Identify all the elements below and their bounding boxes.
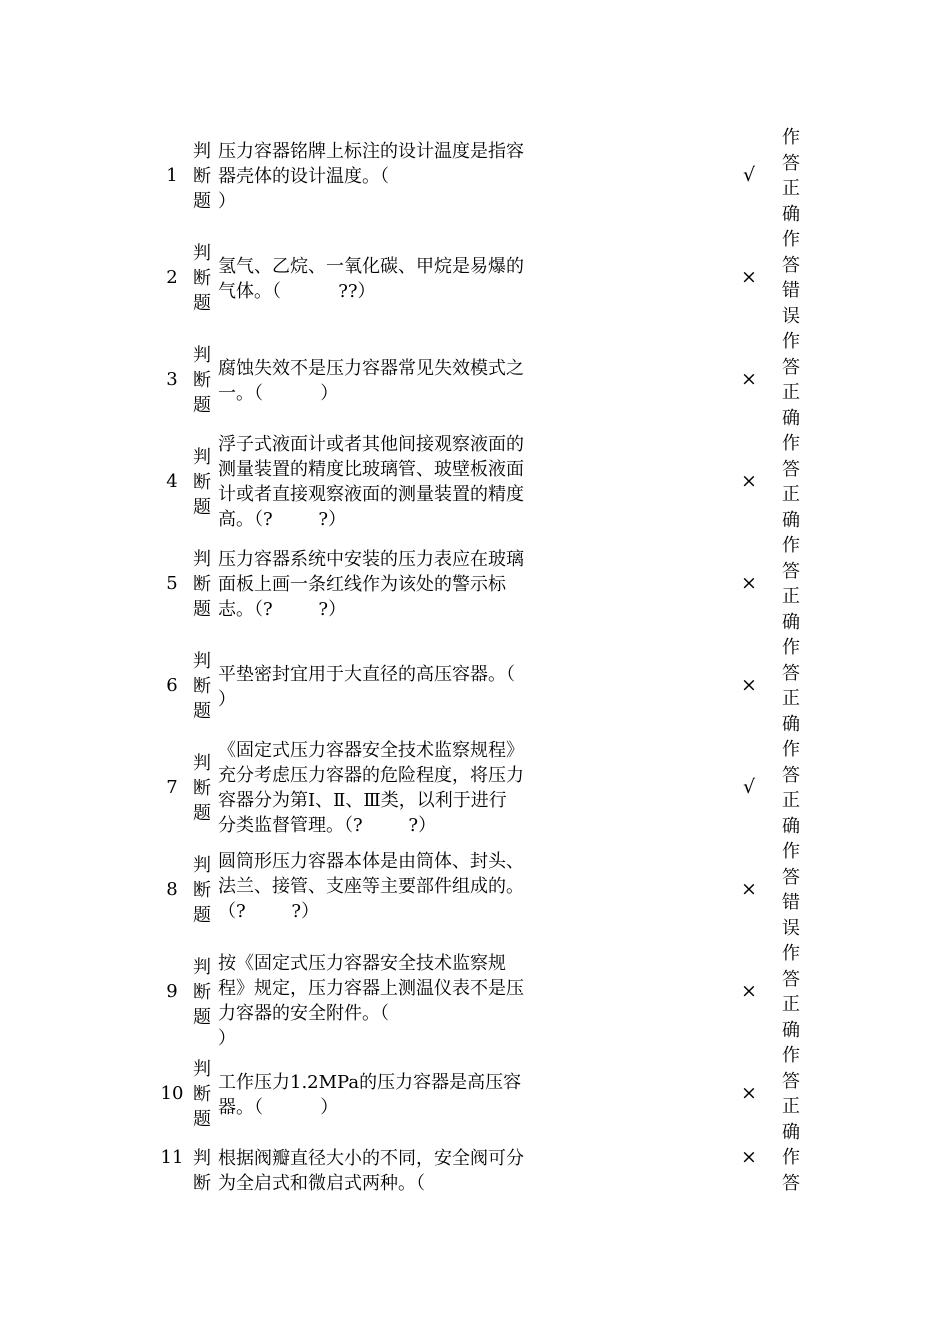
answer-result: 作答正确 [782,127,800,225]
question-number: 5 [166,573,178,594]
question-number: 3 [166,369,178,390]
question-text: 圆筒形压力容器本体是由筒体、封头、法兰、接管、支座等主要部件组成的。（? ?） [218,851,524,922]
question-number: 1 [166,165,178,186]
question-text: 工作压力1.2MPa的压力容器是高压容器。（ ） [218,1072,522,1118]
answer-mark: × [741,980,757,1002]
question-text: 氢气、乙烷、一氧化碳、甲烷是易爆的气体。（ ??） [218,256,524,302]
question-text: 浮子式液面计或者其他间接观察液面的测量装置的精度比玻璃管、玻壁板液面计或者直接观察液面的测量装置的精度高。（? ?） [218,434,524,530]
question-text: 腐蚀失效不是压力容器常见失效模式之一。（ ） [218,358,524,404]
answer-result: 作答正确 [782,535,800,633]
question-row [0,839,950,941]
question-row [0,329,950,431]
question-type: 判断题 [193,855,211,926]
question-type: 判断 [193,1148,211,1194]
answer-mark: × [741,368,757,390]
question-row [0,533,950,635]
question-number: 7 [166,777,178,798]
answer-result: 作答错误 [782,841,800,939]
question-row [0,431,950,533]
question-row [0,227,950,329]
question-number: 6 [166,675,178,696]
question-type: 判断题 [193,1059,211,1130]
answer-mark: × [741,572,757,594]
question-type: 判断题 [193,447,211,518]
answer-mark: √ [742,776,756,798]
answer-result: 作答错误 [782,229,800,327]
answer-result: 作答正确 [782,637,800,735]
answer-mark: × [741,1146,757,1168]
question-type: 判断题 [193,753,211,824]
question-type: 判断题 [193,957,211,1028]
question-row [0,941,950,1049]
question-row [0,635,950,737]
answer-result: 作答正确 [782,331,800,429]
question-number: 2 [166,267,178,288]
answer-mark: × [741,470,757,492]
question-number: 9 [166,981,178,1002]
question-number: 10 [160,1083,184,1104]
answer-result: 作答正确 [782,739,800,837]
answer-result: 作答正确 [782,433,800,531]
answer-result: 作答正确 [782,943,800,1041]
question-number: 4 [166,471,178,492]
question-row [0,125,950,227]
question-number: 8 [166,879,178,900]
question-type: 判断题 [193,243,211,314]
question-type: 判断题 [193,549,211,620]
answer-mark: √ [742,164,756,186]
question-row [0,737,950,839]
answer-mark: × [741,1082,757,1104]
question-row [0,1145,950,1247]
question-type: 判断题 [193,651,211,722]
question-text: 按《固定式压力容器安全技术监察规程》规定，压力容器上测温仪表不是压力容器的安全附件。（ ） [218,953,524,1049]
question-text: 根据阀瓣直径大小的不同，安全阀可分为全启式和微启式两种。（ [218,1148,524,1194]
question-text: 压力容器铭牌上标注的设计温度是指容器壳体的设计温度。（ ） [218,141,524,212]
question-type: 判断题 [193,345,211,416]
question-number: 11 [160,1147,184,1168]
question-text: 压力容器系统中安装的压力表应在玻璃面板上画一条红线作为该处的警示标志。（? ?） [218,549,524,620]
question-type: 判断题 [193,141,211,212]
answer-mark: × [741,878,757,900]
question-text: 《固定式压力容器安全技术监察规程》充分考虑压力容器的危险程度，将压力容器分为第Ⅰ、Ⅱ、Ⅲ类，以利于进行分类监督管理。（? ?） [218,740,524,836]
answer-result: 作答正确 [782,1045,800,1143]
answer-mark: × [741,266,757,288]
question-row [0,1043,950,1145]
question-text: 平垫密封宜用于大直径的高压容器。（ ） [218,664,573,710]
answer-mark: × [741,674,757,696]
answer-result: 作答 [782,1147,800,1194]
